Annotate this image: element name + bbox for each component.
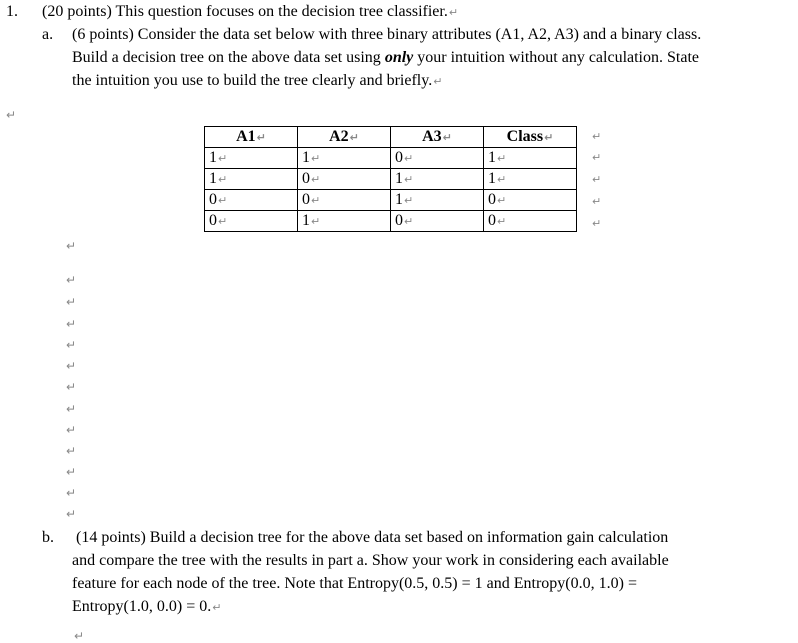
return-arrow-icon: ↵: [66, 423, 77, 437]
return-arrow-icon: ↵: [66, 359, 77, 373]
table-cell: 1↵: [484, 169, 577, 190]
return-arrow-icon: ↵: [212, 601, 222, 614]
table-cell: 0↵: [298, 169, 391, 190]
return-arrow-icon: ↵: [66, 465, 77, 479]
return-arrow-icon: ↵: [448, 6, 459, 19]
return-arrow-icon: ↵: [66, 273, 77, 287]
part-a-line-2-start: Build a decision tree on the above data set using: [72, 49, 385, 66]
table-cell: 0↵: [205, 190, 298, 211]
part-a-line-3-text: the intuition you use to build the tree clearly and briefly.: [72, 72, 433, 89]
header-cell-a1: A1↵: [205, 127, 298, 148]
table-cell: 0↵: [205, 211, 298, 232]
table-row: [205, 148, 577, 169]
return-arrow-icon: ↵: [66, 239, 77, 253]
part-a-line-2-end: your intuition without any calculation. State: [413, 49, 699, 66]
part-a-line-2: [72, 46, 699, 69]
table-cell: 1↵: [391, 190, 484, 211]
part-b-line-4: [72, 595, 221, 619]
header-cell-a2: A2↵: [298, 127, 391, 148]
return-arrow-icon: ↵: [433, 75, 443, 88]
row-end-mark-icon: ↵: [592, 130, 602, 143]
table-cell: 0↵: [391, 211, 484, 232]
part-b-label: b.: [42, 529, 54, 546]
part-b-line-1: (14 points) Build a decision tree for the above data set based on information gain calculation: [76, 529, 669, 546]
table-cell: 1↵: [484, 148, 577, 169]
question-header-text: (20 points) This question focuses on the decision tree classifier.: [42, 3, 448, 20]
return-arrow-icon: ↵: [66, 402, 77, 416]
table-row: [205, 169, 577, 190]
table-row: [205, 211, 577, 232]
table-header-row: [205, 127, 577, 148]
table-cell: 1↵: [298, 211, 391, 232]
return-arrow-icon: ↵: [66, 444, 77, 458]
table-cell: 1↵: [391, 169, 484, 190]
return-arrow-icon: ↵: [74, 629, 85, 643]
part-b-line-3: feature for each node of the tree. Note that Entropy(0.5, 0.5) = 1 and Entropy(0.0, 1.0) =: [72, 575, 637, 592]
part-a-line-3: [72, 69, 442, 93]
row-end-mark-icon: ↵: [592, 173, 602, 186]
question-number: 1.: [6, 3, 18, 20]
table-cell: 0↵: [484, 211, 577, 232]
emphasis-only: only: [384, 49, 414, 66]
table-cell: 1↵: [205, 148, 298, 169]
question-header: [42, 0, 458, 24]
part-b-line-4-text: Entropy(1.0, 0.0) = 0.: [72, 598, 212, 615]
part-a-label: a.: [42, 26, 54, 43]
return-arrow-icon: ↵: [66, 295, 77, 309]
return-arrow-icon: ↵: [66, 338, 77, 352]
data-table: [204, 126, 577, 232]
header-cell-a3: A3↵: [391, 127, 484, 148]
return-arrow-icon: ↵: [66, 317, 77, 331]
table-cell: 1↵: [298, 148, 391, 169]
return-arrow-icon: ↵: [66, 486, 77, 500]
table-cell: 1↵: [205, 169, 298, 190]
row-end-mark-icon: ↵: [592, 195, 602, 208]
return-arrow-icon: ↵: [66, 507, 77, 521]
header-cell-class: Class↵: [484, 127, 577, 148]
part-b-line-2: and compare the tree with the results in part a. Show your work in considering each available: [72, 552, 669, 569]
part-a-line-1: (6 points) Consider the data set below with three binary attributes (A1, A2, A3) and a binary class.: [72, 26, 702, 43]
table-cell: 0↵: [298, 190, 391, 211]
return-arrow-icon: ↵: [66, 380, 77, 394]
table-cell: 0↵: [484, 190, 577, 211]
table-cell: 0↵: [391, 148, 484, 169]
row-end-mark-icon: ↵: [592, 217, 602, 230]
row-end-mark-icon: ↵: [592, 151, 602, 164]
table-row: [205, 190, 577, 211]
return-arrow-icon: ↵: [6, 108, 17, 122]
